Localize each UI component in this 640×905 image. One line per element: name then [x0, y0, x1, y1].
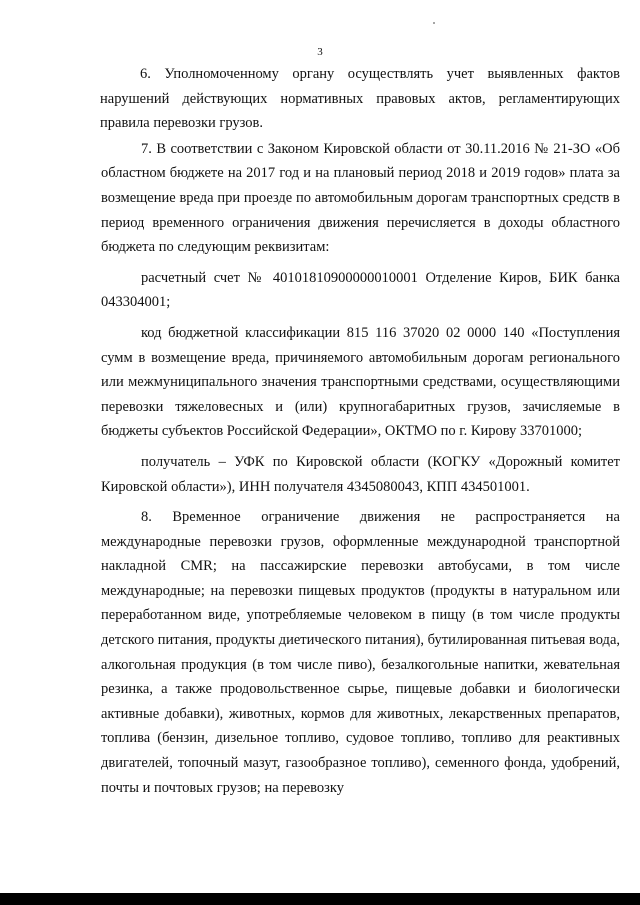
scan-bottom-edge: [0, 893, 640, 905]
paragraph-budget-code: код бюджетной классификации 815 116 37020 02 0000 140 «Поступления сумм в возмещение вреда, причиняемого автомобильным дорогам регионального или межмуниципального значения транспортными средствами, осуществляющими перевозки тяжеловесных и (или) крупногабаритных грузов, зачисляемые в бюджеты субъектов Российской Федерации», ОКТМО по г. Кирову 33701000;: [101, 324, 620, 440]
paragraph-6: 6. Уполномоченному органу осуществлять учет выявленных фактов нарушений действующих нормативных правовых актов, регламентирующих правила перевозки грузов.: [100, 66, 620, 132]
paragraph-account: расчетный счет № 40101810900000010001 Отделение Киров, БИК банка 043304001;: [101, 269, 620, 311]
document-body: [101, 62, 620, 800]
paragraph-8: 8. Временное ограничение движения не распространяется на международные перевозки грузов, оформленные международной транспортной накладной CMR; на пассажирские перевозки автобусами, в том числе международные; на перевозки пищевых продуктов (продукты в натуральном или переработанном виде, употребляемые человеком в пищу (в том числе продукты детского питания, продукты диетического питания), бутилированная питьевая вода, алкогольная продукция (в том числе пиво), безалкогольные напитки, жевательная резинка, а также продовольственное сырье, пищевые добавки и биологически активные добавки), животных, кормов для животных, лекарственных препаратов, топлива (бензин, дизельное топливо, судовое топливо, топливо для реактивных двигателей, топочный мазут, газообразное топливо), семенного фонда, удобрений, почты и почтовых грузов; на перевозку: [101, 509, 620, 796]
paragraph-recipient: получатель – УФК по Кировской области (КОГКУ «Дорожный комитет Кировской области»), ИНН получателя 4345080043, КПП 434501001.: [101, 453, 620, 495]
paragraph-7: 7. В соответствии с Законом Кировской области от 30.11.2016 № 21-ЗО «Об областном бюджете на 2017 год и на плановый период 2018 и 2019 годов» плата за возмещение вреда при проезде по автомобильным дорогам транспортных средств в период временного ограничения движения перечисляется в доходы областного бюджета по следующим реквизитам:: [101, 140, 620, 256]
scan-speck: [433, 22, 435, 24]
page-number: 3: [317, 46, 323, 58]
